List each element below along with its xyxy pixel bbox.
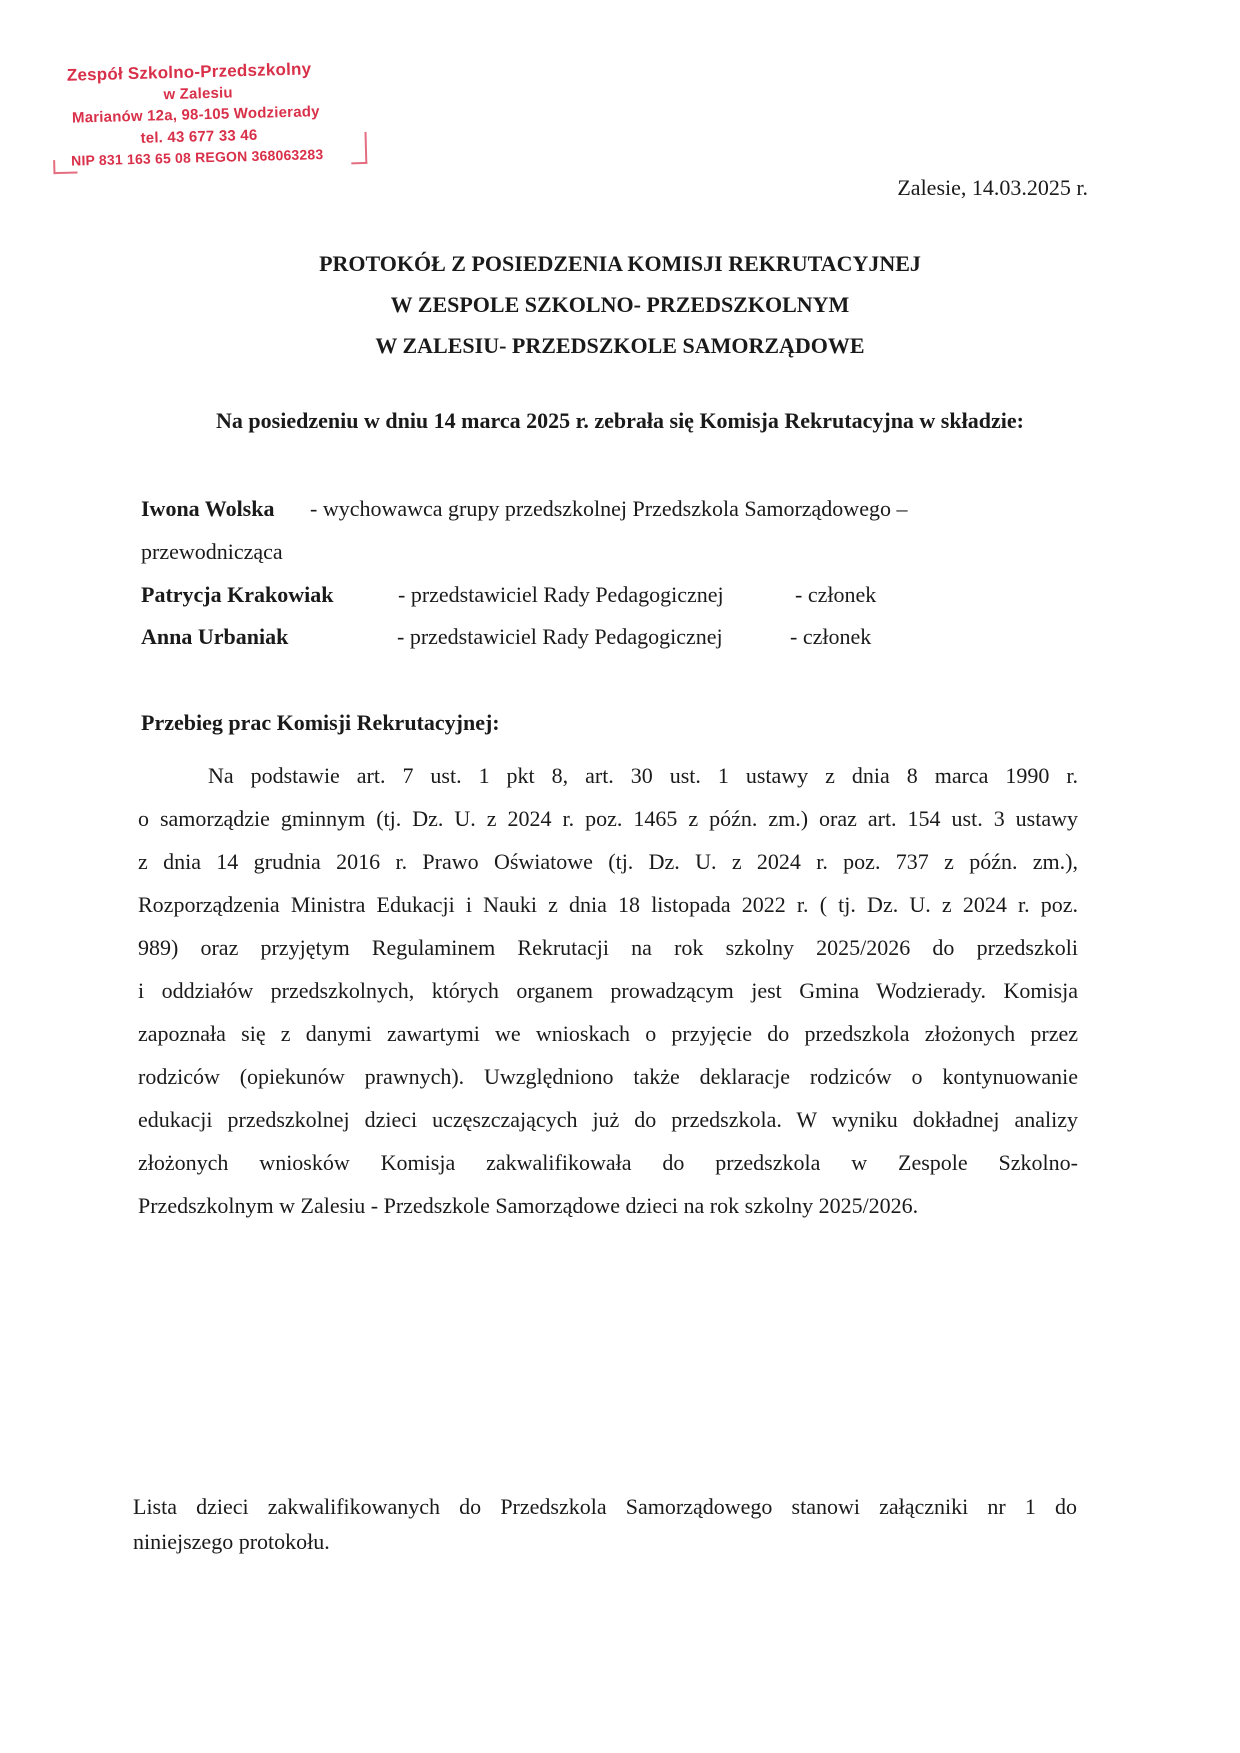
paragraph-line: o samorządzie gminnym (tj. Dz. U. z 2024 r. poz. 1465 z późn. zm.) oraz art. 154 ust. 3 ustawy bbox=[138, 806, 1078, 831]
member-name: Patrycja Krakowiak bbox=[141, 582, 334, 607]
stamp-phone: tel. 43 677 33 46 bbox=[140, 126, 258, 147]
stamp-corner-right bbox=[351, 132, 368, 164]
section-heading: Przebieg prac Komisji Rekrutacyjnej: bbox=[141, 710, 500, 735]
meeting-intro: Na posiedzeniu w dniu 14 marca 2025 r. zebrała się Komisja Rekrutacyjna w składzie: bbox=[216, 408, 1024, 433]
member-function: - członek bbox=[795, 582, 877, 607]
stamp-locality: w Zalesiu bbox=[163, 84, 233, 104]
committee-member bbox=[141, 582, 333, 608]
committee-member-chair bbox=[141, 496, 274, 522]
member-name: Iwona Wolska bbox=[141, 496, 275, 521]
paragraph-line: Na podstawie art. 7 ust. 1 pkt 8, art. 30 ust. 1 ustawy z dnia 8 marca 1990 r. bbox=[208, 763, 1078, 788]
paragraph-line: edukacji przedszkolnej dzieci uczęszczających już do przedszkola. W wyniku dokładnej analizy bbox=[138, 1107, 1078, 1132]
title-line-2: W ZESPOLE SZKOLNO- PRZEDSZKOLNYM bbox=[390, 292, 850, 317]
paragraph-line: z dnia 14 grudnia 2016 r. Prawo Oświatowe (tj. Dz. U. z 2024 r. poz. 737 z późn. zm.), bbox=[138, 849, 1078, 874]
member-role: - przedstawiciel Rady Pedagogicznej bbox=[397, 624, 723, 649]
member-name: Anna Urbaniak bbox=[141, 624, 289, 649]
institution-stamp bbox=[51, 52, 372, 178]
committee-member bbox=[141, 624, 288, 650]
paragraph-line: i oddziałów przedszkolnych, których organem prowadzącym jest Gmina Wodzierady. Komisja bbox=[138, 978, 1078, 1003]
paragraph-line: Przedszkolnym w Zalesiu - Przedszkole Samorządowe dzieci na rok szkolny 2025/2026. bbox=[138, 1193, 919, 1218]
stamp-tax-ids: NIP 831 163 65 08 REGON 368063283 bbox=[70, 146, 324, 169]
paragraph-line: zapoznała się z danymi zawartymi we wnioskach o przyjęcie do przedszkola złożonych przez bbox=[138, 1021, 1078, 1046]
stamp-address: Marianów 12a, 98-105 Wodzierady bbox=[71, 103, 320, 127]
note-line: Lista dzieci zakwalifikowanych do Przedszkola Samorządowego stanowi załączniki nr 1 do bbox=[133, 1494, 1077, 1519]
member-role: - wychowawca grupy przedszkolnej Przedszkola Samorządowego – bbox=[310, 496, 908, 521]
title-line-1: PROTOKÓŁ Z POSIEDZENIA KOMISJI REKRUTACYJNEJ bbox=[319, 251, 921, 276]
member-role-continuation: przewodnicząca bbox=[141, 539, 283, 564]
member-role: - przedstawiciel Rady Pedagogicznej bbox=[398, 582, 724, 607]
member-function: - członek bbox=[790, 624, 872, 649]
paragraph-line: 989) oraz przyjętym Regulaminem Rekrutacji na rok szkolny 2025/2026 do przedszkoli bbox=[138, 935, 1078, 960]
document-title bbox=[0, 243, 1240, 366]
stamp-institution-name: Zespół Szkolno-Przedszkolny bbox=[66, 59, 312, 85]
paragraph-line: rodziców (opiekunów prawnych). Uwzględniono także deklaracje rodziców o kontynuowanie bbox=[138, 1064, 1078, 1089]
title-line-3: W ZALESIU- PRZEDSZKOLE SAMORZĄDOWE bbox=[375, 333, 865, 358]
document-date: Zalesie, 14.03.2025 r. bbox=[897, 175, 1088, 200]
note-line: niniejszego protokołu. bbox=[133, 1529, 330, 1554]
paragraph-line: złożonych wniosków Komisja zakwalifikowała do przedszkola w Zespole Szkolno- bbox=[138, 1150, 1078, 1175]
paragraph-line: Rozporządzenia Ministra Edukacji i Nauki z dnia 18 listopada 2022 r. ( tj. Dz. U. z 2024 r. poz. bbox=[138, 892, 1078, 917]
